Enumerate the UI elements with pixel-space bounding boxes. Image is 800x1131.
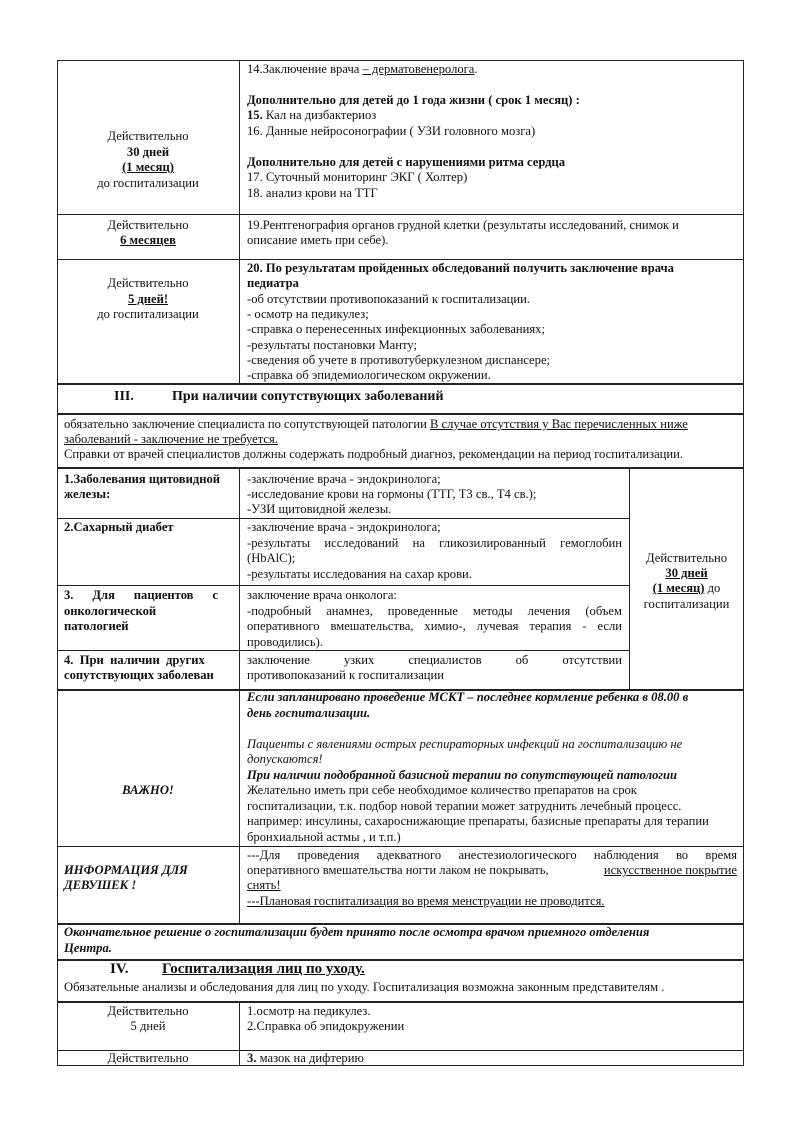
validity-label: Действительно	[107, 276, 189, 290]
important-divider	[239, 690, 240, 924]
condition-detail: противопоказаний к госпитализации	[247, 668, 445, 682]
item-15-text: Кал на дизбактериоз	[262, 108, 377, 122]
item-18: 18. анализ крови на ТТГ	[247, 186, 378, 200]
list-item: - осмотр на педикулез;	[247, 307, 369, 321]
caregiver-item: 2.Справка об эпидокружении	[247, 1019, 405, 1033]
row-divider	[57, 259, 744, 260]
validity-note: госпитализации	[643, 597, 730, 611]
mskt-note: Если запланировано проведение МСКТ – последнее кормление ребенка в 08.00 в	[247, 690, 689, 704]
validity-label: Действительно	[107, 129, 189, 143]
therapy-heading: При наличии подобранной базисной терапии по сопутствующей патологии	[247, 768, 678, 782]
validity-month: (1 месяц)	[652, 581, 705, 595]
section-3-title: При наличии сопутствующих заболеваний	[172, 389, 444, 404]
item-15	[247, 108, 376, 124]
condition-detail: заключение узких специалистов об отсутствии	[247, 653, 622, 667]
top-table-divider	[239, 60, 240, 384]
ari-note: Пациенты с явлениями острых респираторных инфекций на госпитализацию не	[247, 737, 683, 751]
therapy-line: Желательно иметь при себе необходимое количество препаратов на срок	[247, 783, 637, 797]
girls-line	[247, 863, 737, 879]
item-19-line2: описание иметь при себе).	[247, 233, 389, 247]
validity-duration: 30 дней	[126, 145, 170, 159]
condition-detail: -результаты исследований на гликозилированный гемоглобин	[247, 536, 622, 550]
validity-note: до госпитализации	[97, 176, 199, 190]
girls-line: ---Плановая госпитализация во время менструации не проводится.	[247, 894, 605, 908]
condition-name: сопутствующих заболеван	[64, 668, 214, 682]
girls-text-underlined: искусственное покрытие	[603, 863, 737, 877]
caregiver-item	[247, 1051, 364, 1067]
mskt-note: день госпитализации.	[247, 706, 371, 720]
list-item: -результаты постановки Манту;	[247, 338, 417, 352]
therapy-line: например: инсулины, сахароснижающие препараты, базисные препараты для терапии	[247, 814, 709, 828]
validity-duration-alt: (1 месяц)	[122, 160, 174, 174]
condition-detail: -подробный анамнез, проведенные методы лечения (объем	[247, 604, 622, 618]
condition-detail: оперативного вмешательства, химио-, лучевая терапия - если	[247, 619, 622, 633]
validity-duration: 30 дней	[665, 566, 708, 580]
item-14-text: 14.Заключение врача	[247, 62, 363, 76]
caregiver-item: 1.осмотр на педикулез.	[247, 1004, 371, 1018]
final-decision-line: Центра.	[64, 941, 112, 955]
condition-detail: заключение врача онколога:	[247, 588, 397, 602]
important-label: ВАЖНО!	[122, 783, 174, 797]
item-15-number: 15.	[247, 108, 263, 122]
condition-detail: -результаты исследования на сахар крови.	[247, 567, 472, 581]
condition-name: 4. При наличии других	[64, 653, 205, 667]
validity-label: Действительно	[107, 218, 189, 232]
condition-detail: проводились).	[247, 635, 323, 649]
condition-name: железы:	[64, 487, 111, 501]
validity-duration: 5 дней	[130, 1019, 166, 1033]
validity-note: до госпитализации	[97, 307, 199, 321]
section-4-title: Госпитализация лиц по уходу.	[162, 961, 365, 977]
validity-duration-alt	[629, 581, 744, 597]
girls-label-line: ДЕВУШЕК !	[64, 878, 137, 892]
item-20-line2: педиатра	[247, 276, 299, 290]
intro-note: В случае отсутствия у Вас перечисленных ниже	[429, 417, 688, 431]
row-divider	[57, 585, 629, 586]
girls-text: оперативного вмешательства ногти лаком не покрывать,	[247, 863, 549, 877]
girls-label-line: ИНФОРМАЦИЯ ДЛЯ	[64, 863, 188, 877]
item-20-line1: 20. По результатам пройденных обследований получить заключение врача	[247, 261, 674, 275]
list-item: -справка о перенесенных инфекционных заболеваниях;	[247, 322, 545, 336]
final-decision-line: Окончательное решение о госпитализации будет принято после осмотра врачом приемного отделения	[64, 925, 650, 939]
list-item: -справка об эпидемиологическом окружении.	[247, 368, 491, 382]
infants-heading: Дополнительно для детей до 1 года жизни ( срок 1 месяц) :	[247, 93, 580, 107]
row-divider	[57, 214, 744, 215]
condition-detail: (HbAlC);	[247, 551, 296, 565]
item-17: 17. Суточный мониторинг ЭКГ ( Холтер)	[247, 170, 468, 184]
therapy-line: госпитализации, т.к. подбор новой терапии может затруднить лечебный процесс.	[247, 799, 682, 813]
condition-detail: -исследование крови на гормоны (ТТГ, Т3 св., Т4 св.);	[247, 487, 537, 501]
item-14-end: .	[474, 62, 478, 76]
validity-label: Действительно	[107, 1051, 189, 1065]
condition-name: 1.Заболевания щитовидной	[64, 472, 221, 486]
validity-duration: 5 дней!	[127, 292, 169, 306]
caregiver-item-text: мазок на дифтерию	[256, 1051, 364, 1065]
row-divider	[57, 650, 629, 651]
row-divider	[57, 846, 744, 847]
section-4-intro: Обязательные анализы и обследования для лиц по уходу. Госпитализация возможна законным представителям .	[64, 980, 665, 994]
section-3-numeral: III.	[114, 389, 134, 404]
item-14	[247, 62, 478, 78]
condition-detail: -УЗИ щитовидной железы.	[247, 502, 392, 516]
rhythm-heading: Дополнительно для детей с нарушениями ритма сердца	[247, 155, 566, 169]
validity-prep: до	[704, 581, 721, 595]
condition-name: онкологической	[64, 604, 157, 618]
intro-line-1	[64, 417, 688, 433]
item-16: 16. Данные нейросонографии ( УЗИ головного мозга)	[247, 124, 536, 138]
therapy-line: бронхиальной астмы , и т.п.)	[247, 830, 401, 844]
row-divider	[57, 518, 629, 519]
condition-name: 3. Для пациентов с	[64, 588, 218, 602]
girls-line: снять!	[247, 878, 281, 892]
ari-note: допускаются!	[247, 752, 323, 766]
item-19-line1: 19.Рентгенография органов грудной клетки (результаты исследований, снимок и	[247, 218, 679, 232]
condition-name: 2.Сахарный диабет	[64, 520, 174, 534]
condition-name: патологией	[64, 619, 129, 633]
section-4-numeral: IV.	[110, 961, 129, 977]
intro-line-3: Справки от врачей специалистов должны содержать подробный диагноз, рекомендации на период госпитализации.	[64, 447, 684, 461]
conditions-divider	[239, 468, 240, 690]
intro-line-2: заболеваний - заключение не требуется.	[64, 432, 278, 446]
validity-label: Действительно	[645, 551, 727, 565]
list-item: -об отсутствии противопоказаний к госпитализации.	[247, 292, 531, 306]
list-item: -сведения об учете в противотуберкулезном диспансере;	[247, 353, 551, 367]
caregiver-item-number: 3.	[247, 1051, 257, 1065]
condition-detail: -заключение врача - эндокринолога;	[247, 472, 441, 486]
validity-label: Действительно	[107, 1004, 189, 1018]
validity-duration: 6 месяцев	[120, 233, 176, 247]
girls-line: ---Для проведения адекватного анестезиологического наблюдения во время	[247, 848, 737, 862]
condition-detail: -заключение врача - эндокринолога;	[247, 520, 441, 534]
item-14-specialist: – дерматовенеролога	[362, 62, 475, 76]
intro-text: обязательно заключение специалиста по сопутствующей патологии	[64, 417, 430, 431]
caregiver-divider	[239, 1002, 240, 1066]
